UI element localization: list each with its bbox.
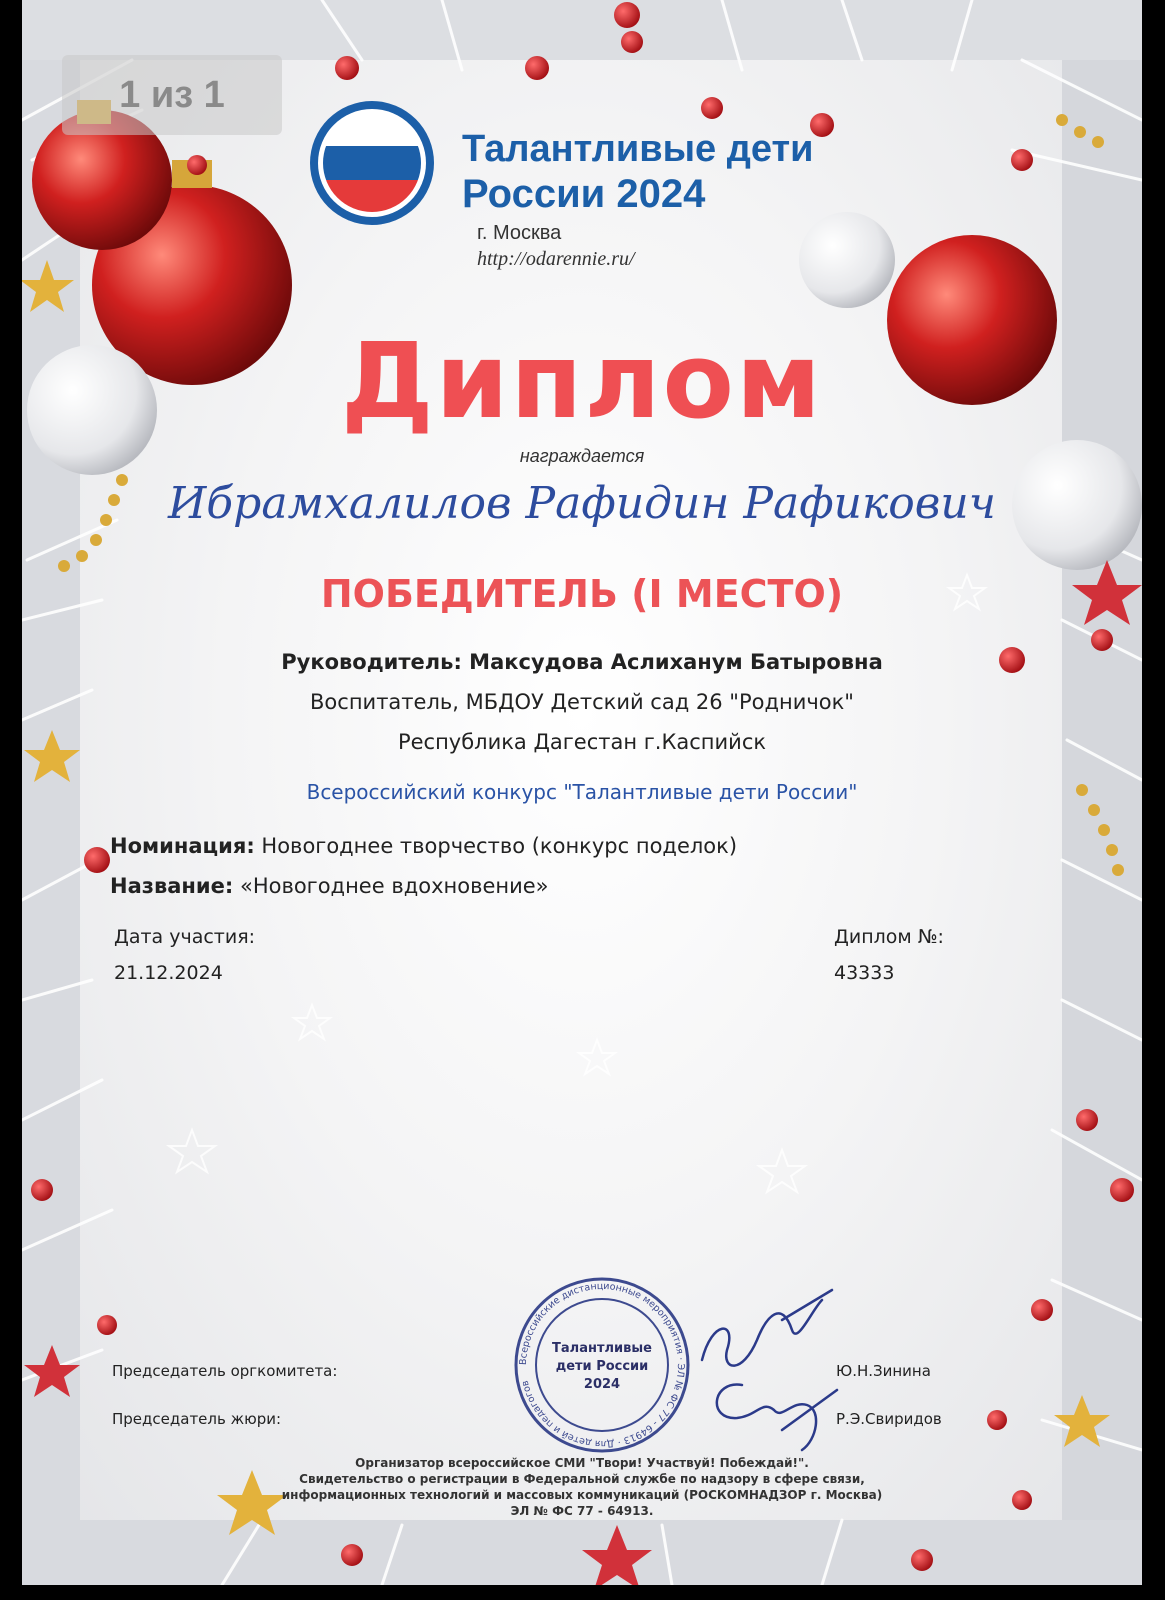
logo-city: г. Москва	[477, 222, 562, 244]
place-award: ПОБЕДИТЕЛЬ (I МЕСТО)	[320, 572, 844, 616]
awarded-text: награждается	[519, 446, 645, 466]
date-value: 21.12.2024	[114, 962, 223, 984]
diploma-number-value: 43333	[834, 962, 895, 984]
diploma-number-label: Диплом №:	[834, 926, 944, 948]
signature-zinina	[702, 1290, 832, 1366]
chairman-jury-label: Председатель жюри:	[112, 1410, 282, 1428]
official-stamp	[516, 1279, 688, 1451]
nomination-row	[110, 834, 737, 858]
chairman-org-label: Председатель оргкомитета:	[112, 1362, 338, 1380]
diploma-document	[22, 0, 1142, 1585]
chairman-org-name: Ю.Н.Зинина	[836, 1362, 931, 1380]
chairman-jury-name: Р.Э.Свиридов	[836, 1410, 942, 1428]
footer-line-1: Организатор всероссийское СМИ "Твори! Участвуй! Побеждай!".	[355, 1456, 809, 1470]
diploma-title: Диплом	[341, 320, 823, 442]
nomination-value: Новогоднее творчество (конкурс поделок)	[261, 834, 738, 858]
logo-subtitle: России 2024	[462, 172, 706, 216]
name-row	[110, 874, 549, 898]
nomination-label: Номинация:	[110, 834, 255, 858]
organization-line: Воспитатель, МБДОУ Детский сад 26 "Родничок"	[310, 690, 854, 714]
page-counter: 1 из 1	[62, 55, 282, 135]
svg-text:Талантливые: Талантливые	[552, 1341, 652, 1356]
signature-sviridov	[717, 1385, 837, 1450]
footer-line-4: ЭЛ № ФС 77 - 64913.	[510, 1504, 654, 1518]
region-line: Республика Дагестан г.Каспийск	[397, 730, 767, 754]
footer-note	[22, 1455, 1142, 1519]
footer-line-3: информационных технологий и массовых коммуникаций (РОСКОМНАДЗОР г. Москва)	[281, 1488, 883, 1502]
leader-line: Руководитель: Максудова Аслиханум Батыровна	[281, 650, 883, 674]
svg-text:дети России: дети России	[555, 1359, 649, 1374]
logo-title: Талантливые дети	[462, 128, 814, 170]
recipient-name: Ибрамхалилов Рафидин Рафикович	[167, 478, 997, 529]
svg-text:2024: 2024	[583, 1377, 621, 1392]
contest-name: Всероссийский конкурс "Талантливые дети России"	[306, 780, 858, 804]
russia-flag-logo	[310, 101, 434, 225]
svg-text:Всероссийские дистанционные ме: Всероссийские дистанционные мероприятия · ЭЛ № ФС 77 - 64913 · Для детей и педагогов	[517, 1280, 687, 1450]
name-label: Название:	[110, 874, 234, 898]
name-value: «Новогоднее вдохновение»	[239, 874, 549, 898]
footer-line-2: Свидетельство о регистрации в Федеральной службе по надзору в сфере связи,	[299, 1472, 865, 1486]
date-label: Дата участия:	[114, 926, 256, 948]
logo-url: http://odarennie.ru/	[477, 248, 635, 270]
